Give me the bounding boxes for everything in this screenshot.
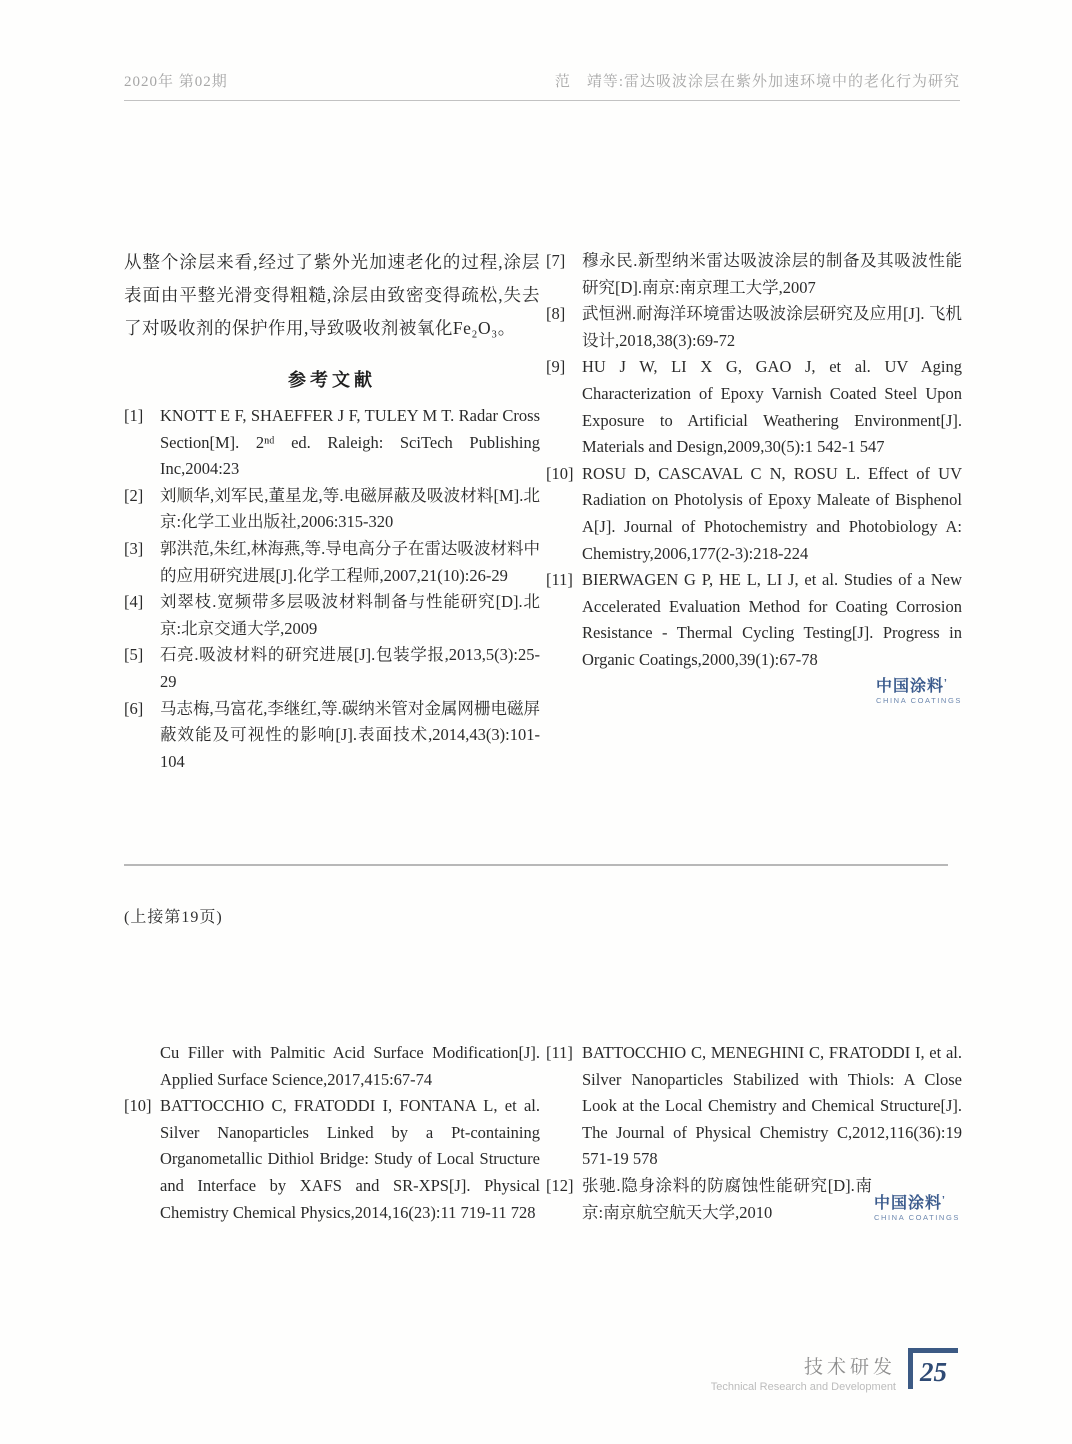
reference-item [546, 301, 962, 354]
reference-number: [1] [124, 406, 144, 425]
header-running-title: 范 靖等:雷达吸波涂层在紫外加速环境中的老化行为研究 [554, 74, 960, 90]
reference-number: [10] [546, 463, 574, 483]
page-number: 25 [920, 1356, 947, 1387]
china-coatings-logo [876, 679, 962, 705]
reference-text: BATTOCCHIO C, MENEGHINI C, FRATODDI I, et al. Silver Nanoparticles Stabilized with Thiols: A Close Look at the Local Chemistry and Chemical Structure[J]. The Journal of Physical Chemistry C,2012,116(36):19 571-19 578 [582, 1043, 962, 1169]
trademark-icon: ’ [941, 1195, 946, 1206]
reference-number: [3] [124, 538, 144, 558]
reference-number: [4] [124, 592, 144, 612]
reference-item [546, 567, 962, 673]
reference-item [124, 536, 540, 589]
trademark-icon: ’ [943, 677, 948, 689]
reference-number [124, 1040, 160, 1093]
reference-item [546, 1040, 962, 1173]
reference-text: 马志梅,马富花,李继红,等.碳纳米管对金属网栅电磁屏蔽效能及可视性的影响[J].表面技术,2014,43(3):101-104 [160, 698, 540, 771]
reference-item [124, 1093, 540, 1226]
reference-item [124, 642, 540, 695]
china-coatings-logo-row [546, 679, 962, 708]
references-column-right [546, 248, 962, 708]
reference-number: [6] [124, 698, 144, 718]
reference-text: 张驰.隐身涂料的防腐蚀性能研究[D].南京:南京航空航天大学,2010 [582, 1175, 872, 1222]
reference-number: [9] [546, 357, 566, 377]
reference-item [124, 696, 540, 776]
logo-en-text: CHINA COATINGS [875, 695, 962, 705]
logo-cn-text: 中国涂料 [875, 677, 944, 695]
reference-text: KNOTT E F, SHAEFFER J F, TULEY M T. Radar Cross Section[M]. 2ⁿᵈ ed. Raleigh: SciTech Publishing Inc,2004:23 [160, 406, 540, 479]
intro-paragraph: 从整个涂层来看,经过了紫外光加速老化的过程,涂层表面由平整光滑变得粗糙,涂层由致密变得疏松,失去了对吸收剂的保护作用,导致吸收剂被氧化Fe₂O₃。 [124, 252, 540, 338]
reference-text: BATTOCCHIO C, FRATODDI I, FONTANA L, et al. Silver Nanoparticles Linked by a Pt-containing Organometallic Dithiol Bridge: Study of Local Structure and Interface by XAFS and SR-XPS[J]. Physical Chemistry Chemical Physics,2014,16(23):11 719-11 728 [160, 1096, 540, 1222]
reference-item [546, 354, 962, 460]
footer-en-title: Technical Research and Development [710, 1381, 896, 1393]
reference-item [124, 1040, 540, 1093]
reference-number: [11] [546, 570, 573, 590]
reference-text: 武恒洲.耐海洋环境雷达吸波涂层研究及应用[J]. 飞机设计,2018,38(3):69-72 [582, 304, 962, 350]
reference-text: ROSU D, CASCAVAL C N, ROSU L. Effect of UV Radiation on Photolysis of Epoxy Maleate of Bisphenol A[J]. Journal of Photochemistry and Photobiology A: Chemistry,2006,177(2-3):218-224 [582, 463, 962, 563]
page-number-box [908, 1348, 958, 1389]
reference-number: [5] [124, 645, 144, 665]
reference-text: HU J W, LI X G, GAO J, et al. UV Aging Characterization of Epoxy Varnish Coated Steel Upon Exposure to Artificial Weathering Environment[J]. Materials and Design,2009,30(5):1 542-1 547 [582, 357, 962, 457]
reference-text: Cu Filler with Palmitic Acid Surface Modification[J]. Applied Surface Science,2017,415:67-74 [160, 1043, 540, 1089]
logo-en-text: CHINA COATINGS [873, 1213, 960, 1222]
section-divider [124, 864, 948, 866]
china-coatings-logo-inner [874, 1196, 960, 1222]
footer-cn-title: 技术研发 [803, 1357, 896, 1378]
logo-wordmark [874, 1196, 960, 1212]
reference-number: [8] [546, 304, 566, 324]
reference-number: [7] [546, 251, 566, 270]
reference-text: 穆永民.新型纳米雷达吸波涂层的制备及其吸波性能研究[D].南京:南京理工大学,2007 [582, 251, 962, 297]
page-header [124, 70, 960, 101]
logo-cn-text: 中国涂料 [873, 1195, 942, 1212]
references-column-left [124, 246, 540, 775]
reference-number: [2] [124, 485, 144, 505]
reference-item [124, 589, 540, 642]
reference-item [124, 403, 540, 483]
header-issue: 2020年 第02期 [124, 74, 228, 90]
continued-column-left [124, 1040, 540, 1226]
reference-item [546, 461, 962, 567]
china-coatings-logo [874, 1196, 960, 1225]
reference-text: BIERWAGEN G P, HE L, LI J, et al. Studies of a New Accelerated Evaluation Method for Coating Corrosion Resistance - Thermal Cycling Testing[J]. Progress in Organic Coatings,2000,39(1):67-78 [582, 570, 962, 669]
page-footer [560, 1348, 958, 1393]
logo-wordmark [876, 679, 962, 695]
reference-text: 石亮.吸波材料的研究进展[J].包装学报,2013,5(3):25-29 [160, 645, 540, 691]
continued-from-note: (上接第19页) [124, 909, 223, 926]
reference-number: [10] [124, 1096, 152, 1116]
reference-text: 刘顺华,刘军民,董星龙,等.电磁屏蔽及吸波材料[M].北京:化学工业出版社,2006:315-320 [160, 485, 540, 532]
footer-section-title [711, 1348, 896, 1393]
reference-text: 刘翠枝.宽频带多层吸波材料制备与性能研究[D].北京:北京交通大学,2009 [160, 592, 540, 638]
continued-column-right [546, 1040, 962, 1226]
reference-number: [11] [546, 1043, 573, 1062]
reference-item [546, 248, 962, 301]
references-heading: 参考文献 [288, 370, 376, 390]
reference-item [124, 483, 540, 536]
reference-text: 郭洪范,朱红,林海燕,等.导电高分子在雷达吸波材料中的应用研究进展[J].化学工程师,2007,21(10):26-29 [160, 538, 540, 585]
reference-number: [12] [546, 1175, 574, 1195]
